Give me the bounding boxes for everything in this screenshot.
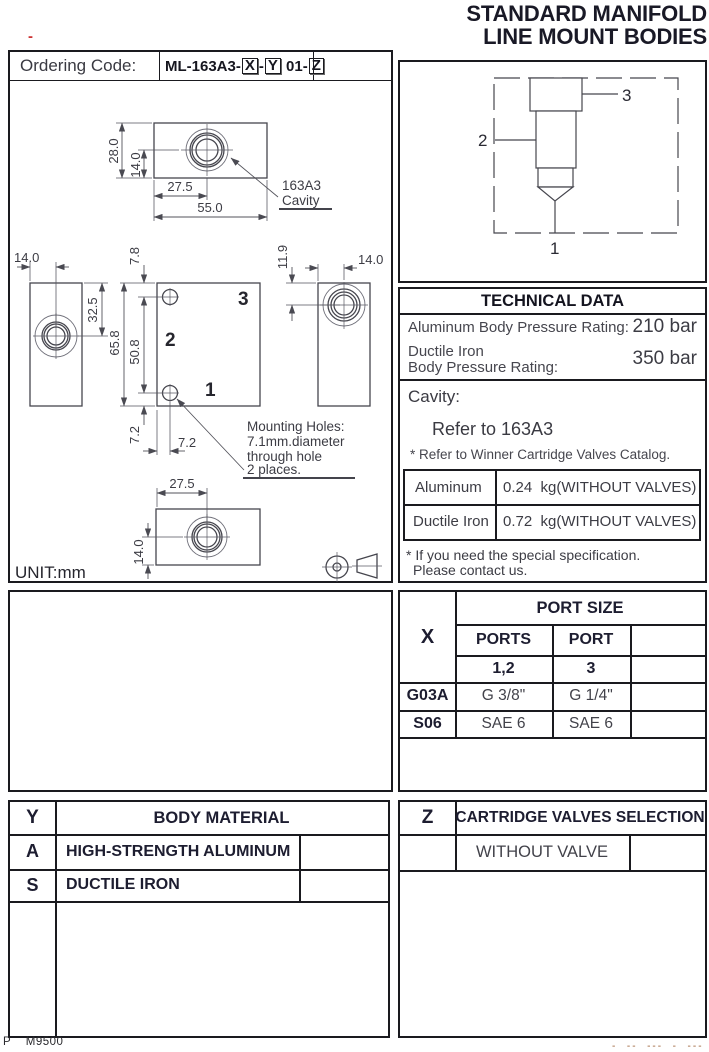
title-line-2: LINE MOUNT BODIES bbox=[483, 24, 707, 49]
dim-27-5-top: 27.5 bbox=[167, 179, 193, 194]
schematic-panel bbox=[398, 60, 707, 283]
grid-line bbox=[10, 901, 388, 903]
front-port-1-label: 1 bbox=[205, 380, 216, 401]
weight-row-aluminum-material: Aluminum bbox=[415, 479, 482, 496]
ordering-code-value bbox=[160, 52, 321, 80]
weight-row-iron-material: Ductile Iron bbox=[413, 513, 489, 530]
port-size-title: PORT SIZE bbox=[536, 598, 624, 617]
schematic-port-1-label: 1 bbox=[550, 239, 560, 258]
grid-line bbox=[400, 737, 705, 739]
code-y-box: Y bbox=[265, 58, 281, 74]
cavity-label: Cavity: bbox=[408, 387, 460, 406]
mounting-note-line2: 7.1mm.diameter bbox=[247, 434, 345, 449]
footer-right-fragment: - -- --- - --- bbox=[612, 1041, 704, 1052]
dim-11-9: 11.9 bbox=[275, 244, 290, 270]
red-revision-mark: - bbox=[28, 28, 33, 45]
material-aluminum-label: HIGH-STRENGTH ALUMINUM bbox=[66, 842, 291, 860]
weight-row-aluminum-value: 0.24 kg(WITHOUT VALVES) bbox=[503, 479, 697, 496]
col-subheader-1-2: 1,2 bbox=[492, 659, 515, 677]
title-line-1: STANDARD MANIFOLD bbox=[466, 1, 707, 26]
dim-28: 28.0 bbox=[106, 138, 121, 164]
unit-label: UNIT:mm bbox=[15, 563, 86, 582]
ordering-code-row bbox=[10, 52, 391, 81]
dim-50-8: 50.8 bbox=[127, 339, 142, 365]
mounting-note-line3: through hole bbox=[247, 449, 323, 464]
body-material-title: BODY MATERIAL bbox=[153, 808, 290, 827]
cavity-callout-line1: 163A3 bbox=[282, 178, 322, 193]
body-material-table bbox=[8, 800, 390, 1038]
valve-selection-title: CARTRIDGE VALVES SELECTION bbox=[455, 809, 705, 826]
right-side-view bbox=[318, 282, 370, 406]
code-sep: - bbox=[258, 57, 264, 75]
code-z-box: Z bbox=[309, 58, 324, 74]
pressure-row-aluminum-value bbox=[627, 315, 697, 339]
ordering-empty-cell bbox=[314, 52, 391, 80]
top-view bbox=[154, 123, 267, 178]
pressure-row-aluminum-label bbox=[408, 319, 638, 337]
weight-row-iron-value: 0.72 kg(WITHOUT VALVES) bbox=[503, 513, 697, 530]
grid-line bbox=[630, 624, 632, 737]
aluminum-pressure-value: 210 bar bbox=[632, 316, 697, 337]
grid-line bbox=[400, 870, 705, 872]
cavity-callout-line2: Cavity bbox=[282, 193, 320, 208]
divider bbox=[400, 379, 705, 381]
s06-ports-1-2: SAE 6 bbox=[481, 714, 526, 732]
footer-left-fragment: P M9500 bbox=[3, 1036, 64, 1048]
s06-port-3: SAE 6 bbox=[569, 714, 613, 732]
code-prefix: ML-163A3- bbox=[165, 57, 241, 75]
special-spec-note-line2: Please contact us. bbox=[413, 562, 528, 578]
special-spec-note-line1: * If you need the special specification. bbox=[406, 547, 641, 563]
empty-panel bbox=[8, 590, 393, 792]
technical-data-panel bbox=[398, 287, 707, 583]
pressure-row-iron-label bbox=[408, 344, 558, 376]
col-subheader-3: 3 bbox=[586, 659, 596, 677]
aluminum-pressure-label: Aluminum Body Pressure Rating: bbox=[408, 319, 629, 336]
grid-line bbox=[629, 834, 631, 870]
iron-pressure-value: 350 bar bbox=[632, 348, 697, 369]
dimension-drawing bbox=[10, 80, 389, 581]
row-code-s: S bbox=[26, 874, 39, 895]
page-title bbox=[466, 2, 707, 48]
row-code-a: A bbox=[26, 841, 39, 861]
mounting-note-line1: Mounting Holes: bbox=[247, 419, 345, 434]
dim-27-5-bottom: 27.5 bbox=[169, 476, 195, 491]
third-angle-projection-icon bbox=[322, 552, 382, 582]
g03a-ports-1-2: G 3/8" bbox=[481, 687, 526, 704]
ordering-code-label: Ordering Code: bbox=[10, 52, 160, 80]
material-iron-label: DUCTILE IRON bbox=[66, 876, 180, 893]
dim-7-8: 7.8 bbox=[127, 246, 142, 266]
dim-14-top: 14.0 bbox=[128, 152, 143, 178]
cavity-value: Refer to 163A3 bbox=[432, 419, 554, 439]
dim-32-5: 32.5 bbox=[85, 297, 100, 323]
cartridge-plug-outline bbox=[530, 78, 582, 233]
front-view bbox=[157, 283, 260, 406]
drawing-panel bbox=[8, 50, 393, 583]
iron-pressure-label-1: Ductile Iron bbox=[408, 343, 484, 360]
mounting-note-line4: 2 places. bbox=[247, 462, 302, 477]
dim-7-2-h: 7.2 bbox=[178, 435, 197, 450]
weight-table bbox=[403, 469, 701, 541]
code-x-box: X bbox=[242, 58, 258, 74]
dim-65-8: 65.8 bbox=[107, 330, 122, 356]
col-header-port: PORT bbox=[568, 630, 614, 648]
front-port-3-label: 3 bbox=[238, 289, 249, 310]
dim-7-2-v: 7.2 bbox=[127, 425, 142, 445]
cavity-schematic bbox=[400, 62, 705, 281]
technical-data-title: TECHNICAL DATA bbox=[400, 289, 705, 315]
schematic-port-2-label: 2 bbox=[478, 131, 488, 150]
row-code-g03a: G03A bbox=[406, 687, 449, 704]
port-size-corner-x: X bbox=[420, 625, 435, 648]
grid-line bbox=[299, 834, 301, 901]
dim-14-bottom: 14.0 bbox=[131, 539, 146, 565]
port-size-table bbox=[398, 590, 707, 792]
cavity-note: * Refer to Winner Cartridge Valves Catalog. bbox=[410, 447, 671, 462]
dim-55: 55.0 bbox=[197, 200, 223, 215]
dim-14-right: 14.0 bbox=[358, 252, 384, 267]
iron-pressure-label-2: Body Pressure Rating: bbox=[408, 359, 559, 376]
pressure-row-iron-value bbox=[627, 347, 697, 371]
schematic-port-3-label: 3 bbox=[622, 86, 632, 105]
grid-line bbox=[55, 802, 57, 1036]
col-header-ports: PORTS bbox=[475, 630, 532, 648]
row-code-s06: S06 bbox=[413, 714, 442, 732]
front-port-2-label: 2 bbox=[165, 330, 176, 351]
valve-selection-table bbox=[398, 800, 707, 1038]
g03a-port-3: G 1/4" bbox=[569, 687, 613, 704]
body-material-corner-y: Y bbox=[26, 807, 39, 828]
dim-14-left: 14.0 bbox=[14, 250, 40, 265]
valve-selection-corner-z: Z bbox=[421, 807, 434, 828]
without-valve-cell: WITHOUT VALVE bbox=[475, 842, 609, 861]
code-mid: 01- bbox=[281, 57, 308, 75]
